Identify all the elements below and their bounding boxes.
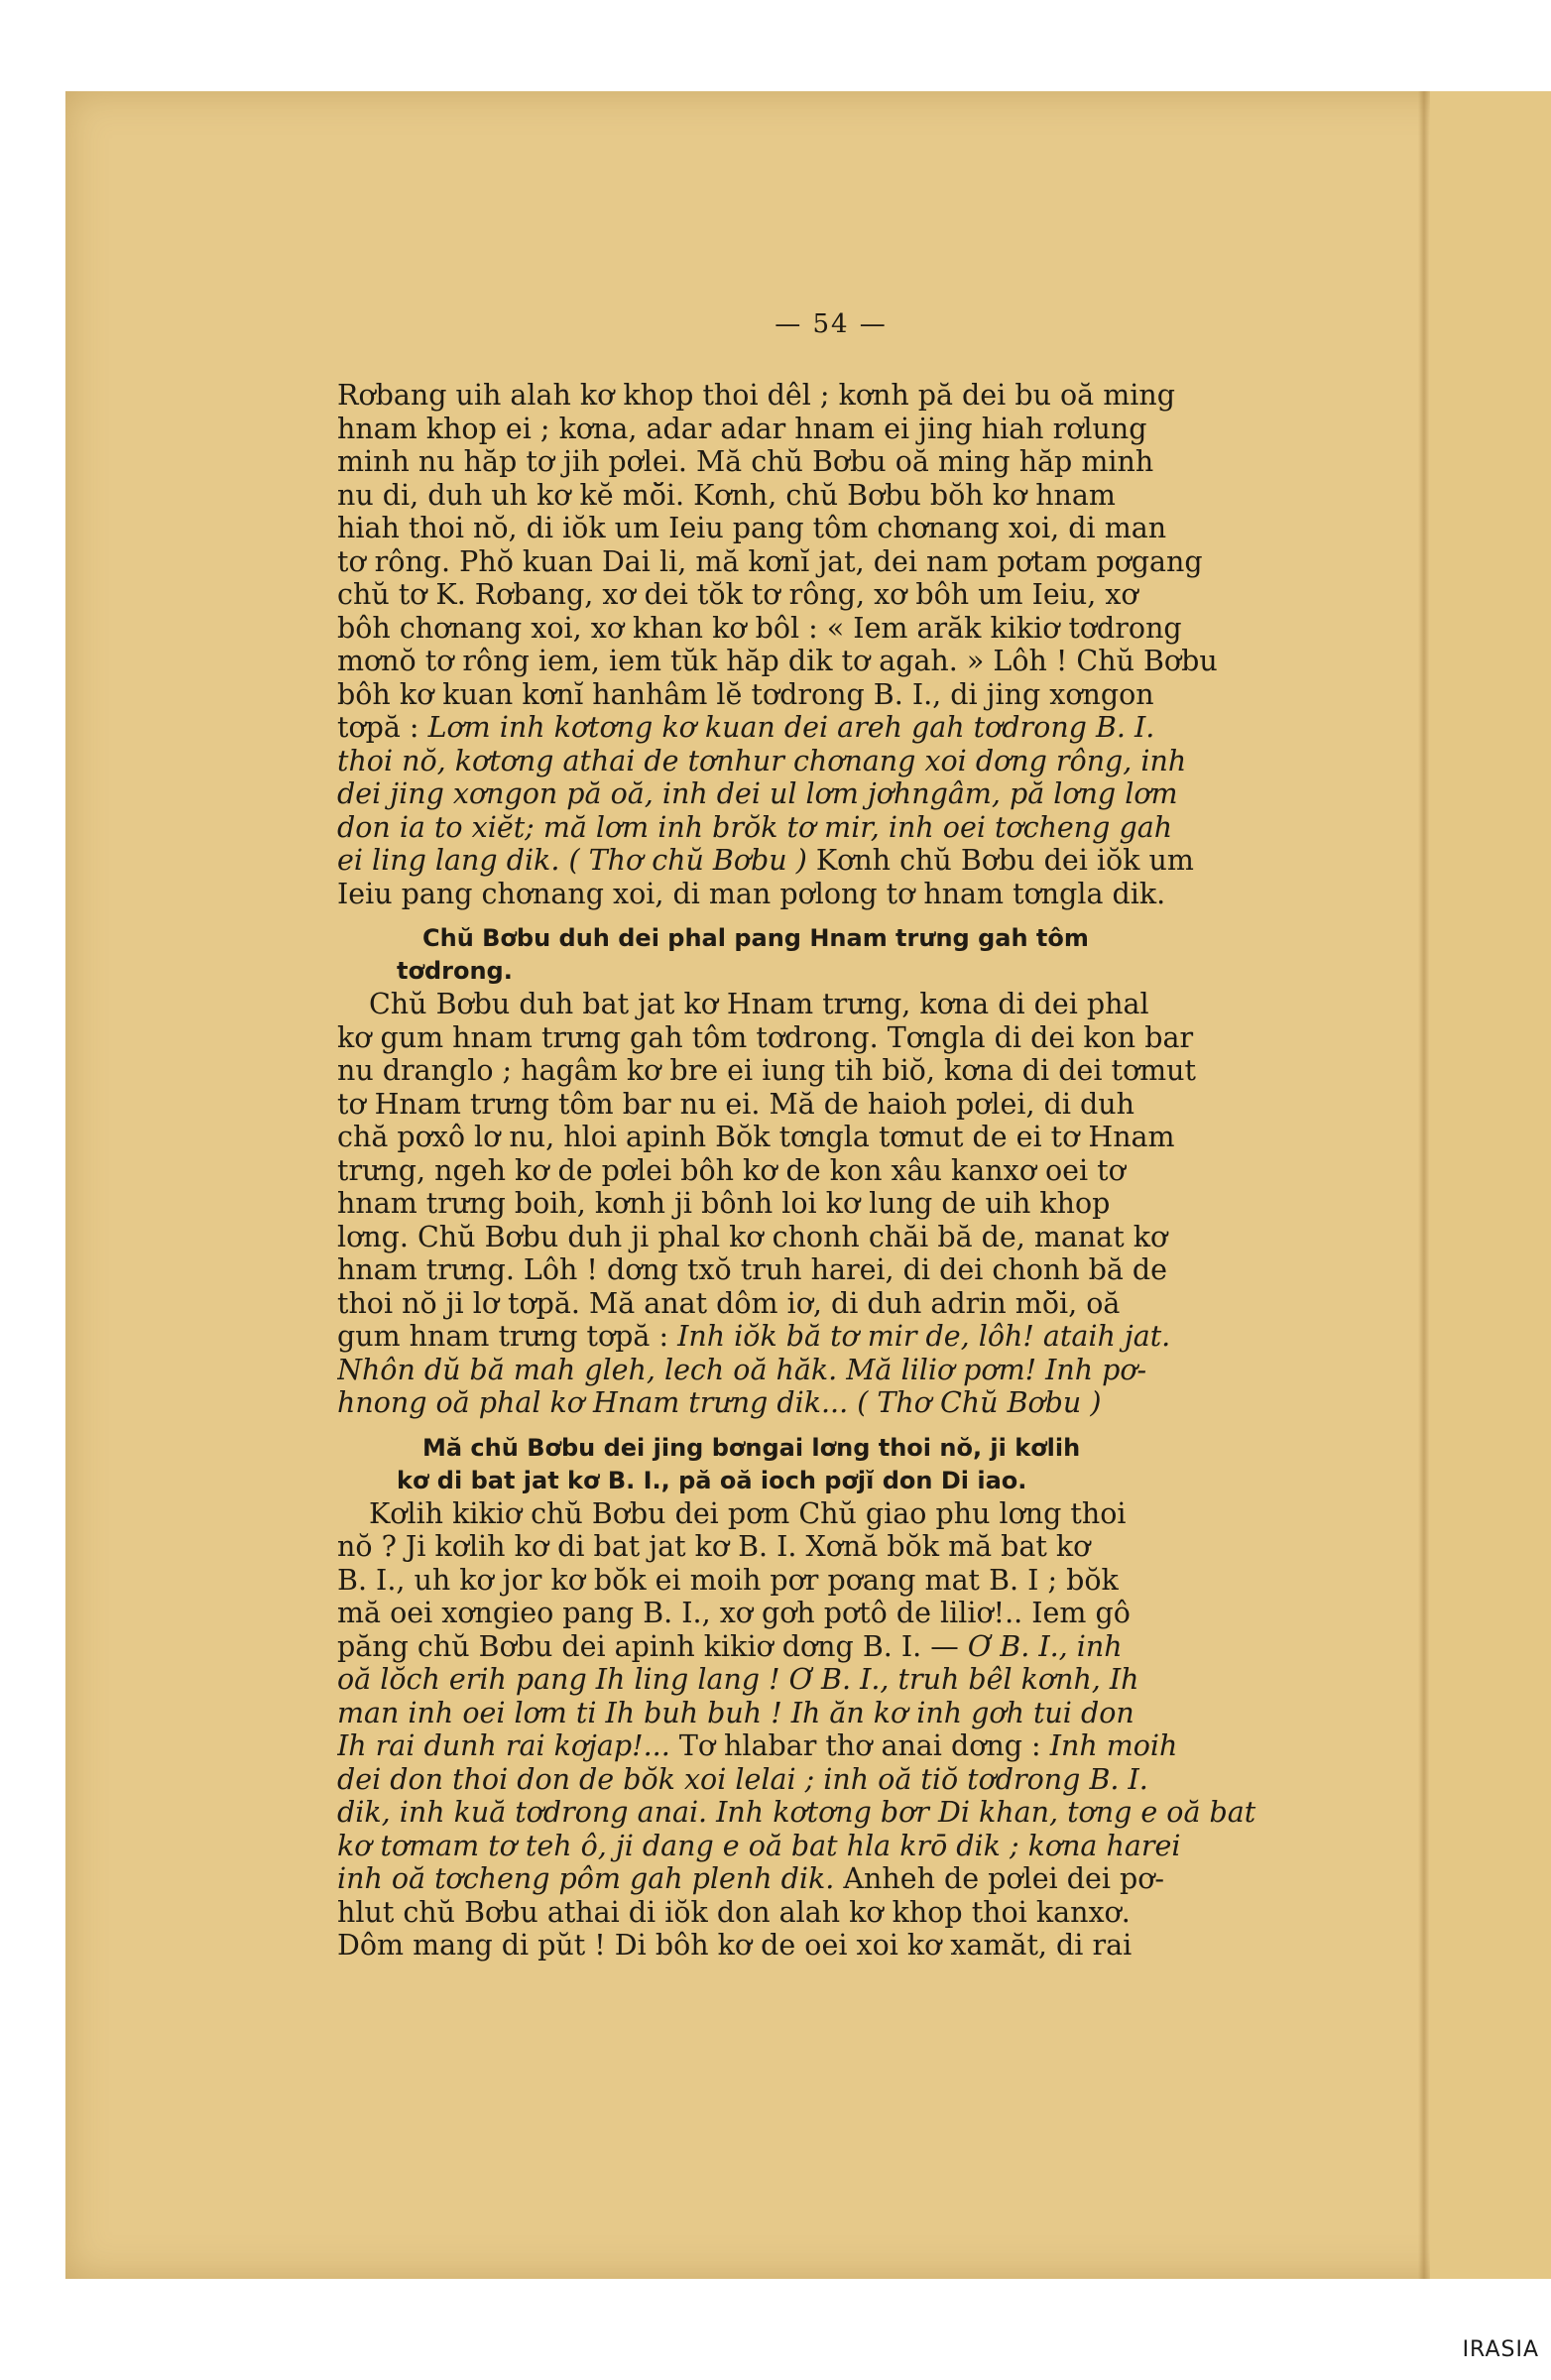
line-text: chă pơxô lơ nu, hloi apinh Bŏk tơngla tơmut de ei tơ Hnam (337, 1121, 1175, 1153)
line-text: tơ rông. Phŏ kuan Dai li, mă kơnĭ jat, dei nam pơtam pơgang (337, 544, 1203, 578)
line-text: bôh kơ kuan kơnĭ hanhâm lĕ tơdrong B. I., di jing xơngon (337, 677, 1154, 711)
text-line (337, 711, 1285, 745)
line-text: hnam khop ei ; kơna, adar adar hnam ei jing hiah rơlung (337, 412, 1147, 445)
line-text-after: Tơ hlabar thơ anai dơng : (669, 1729, 1050, 1762)
line-italic-text: Inh moih (1049, 1729, 1178, 1762)
line-text: B. I., uh kơ jor kơ bŏk ei moih pơr pơang mat B. I ; bŏk (337, 1563, 1119, 1597)
text-line (337, 1929, 1285, 1963)
text-line (337, 1597, 1285, 1630)
line-text: hnam trưng boih, kơnh ji bônh loi kơ lung de uih khop (337, 1187, 1111, 1220)
section-heading-2 (337, 1432, 1285, 1497)
text-line (337, 612, 1285, 646)
line-text: mơnŏ tơ rông iem, iem tŭk hăp dik tơ agah. » Lôh ! Chŭ Bơbu (337, 645, 1218, 677)
text-line (337, 1054, 1285, 1088)
line-italic-text: don ia to xiĕt; mă lơm inh brŏk tơ mir, inh oei tơcheng gah (337, 810, 1173, 844)
line-italic-text: Nhôn dŭ bă mah gleh, lech oă hăk. Mă liliơ pơm! Inh pơ- (337, 1353, 1147, 1386)
line-text: hiah thoi nŏ, di iŏk um Ieiu pang tôm chơnang xoi, di man (337, 512, 1167, 544)
text-line (337, 1287, 1285, 1321)
text-line (337, 1630, 1285, 1664)
page-number: — 54 — (775, 309, 888, 339)
text-line (337, 1663, 1285, 1697)
line-text: gum hnam trưng tơpă : (337, 1320, 678, 1353)
text-line (337, 1497, 1285, 1531)
paragraph-1 (337, 379, 1285, 910)
text-line (337, 1386, 1285, 1420)
text-line (337, 1763, 1285, 1797)
line-text: minh nu hăp tơ jih pơlei. Mă chŭ Bơbu oă ming hăp minh (337, 445, 1154, 478)
line-text: lơng. Chŭ Bơbu duh ji phal kơ chonh chăi bă de, manat kơ (337, 1220, 1168, 1253)
line-italic-text: dik, inh kuă tơdrong anai. Inh kơtơng bơr Di khan, tơng e oă bat (337, 1796, 1256, 1829)
text-line (337, 777, 1285, 811)
line-text: bôh chơnang xoi, xơ khan kơ bôl : « Iem arăk kikiơ tơdrong (337, 611, 1182, 645)
text-line (337, 811, 1285, 845)
text-line (337, 578, 1285, 612)
text-line (337, 645, 1285, 678)
text-line (337, 1121, 1285, 1154)
text-line (337, 479, 1285, 513)
source-watermark: IRASIA (1462, 2337, 1539, 2362)
section-heading-1 (337, 922, 1285, 988)
text-line (337, 1187, 1285, 1221)
line-text: thoi nŏ ji lơ tơpă. Mă anat dôm iơ, di duh adrin mŏ̆i, oă (337, 1286, 1121, 1320)
text-line (337, 1796, 1285, 1830)
line-text: tơpă : (337, 711, 428, 744)
text-line (337, 678, 1285, 712)
line-italic-text: man inh oei lơm ti Ih buh buh ! Ih ăn kơ inh gơh tui don (337, 1696, 1134, 1729)
page-fold (1418, 91, 1430, 2279)
line-text: Dôm mang di pŭt ! Di bôh kơ de oei xoi kơ xamăt, di rai (337, 1929, 1133, 1962)
text-line (337, 878, 1285, 911)
text-line (337, 1564, 1285, 1598)
paragraph-3 (337, 1497, 1285, 1963)
text-line (337, 988, 1285, 1021)
text-line (337, 445, 1285, 479)
line-text: hnam trưng. Lôh ! dơng txŏ truh harei, di dei chonh bă de (337, 1253, 1168, 1286)
text-line (337, 1154, 1285, 1188)
text-line (337, 379, 1285, 413)
text-line (337, 1830, 1285, 1863)
line-text: chŭ tơ K. Rơbang, xơ dei tŏk tơ rông, xơ bôh um Ieiu, xơ (337, 578, 1138, 611)
line-text: nu di, duh uh kơ kĕ mŏ̆i. Kơnh, chŭ Bơbu bŏh kơ hnam (337, 478, 1116, 512)
text-line (337, 1221, 1285, 1254)
line-text: mă oei xơngieo pang B. I., xơ gơh pơtô de liliơ!.. Iem gô (337, 1597, 1131, 1629)
line-text: trưng, ngeh kơ de pơlei bôh kơ de kon xâu kanxơ oei tơ (337, 1153, 1126, 1187)
line-text: nu dranglo ; hagâm kơ bre ei iung tih biŏ, kơna di dei tơmut (337, 1054, 1196, 1087)
line-text: kơ gum hnam trưng gah tôm tơdrong. Tơngla di dei kon bar (337, 1020, 1194, 1054)
line-italic-text: Inh iŏk bă tơ mir de, lôh! ataih jat. (677, 1320, 1171, 1353)
line-text-after: Anheh de pơlei dei pơ- (834, 1862, 1165, 1895)
line-text-after: Kơnh chŭ Bơbu dei iŏk um (806, 844, 1194, 877)
line-text: Rơbang uih alah kơ khop thoi dêl ; kơnh pă dei bu oă ming (337, 379, 1175, 412)
line-italic-text: Ih rai dunh rai kơjap!... (337, 1729, 670, 1762)
text-line (337, 1530, 1285, 1564)
text-line (337, 1697, 1285, 1730)
text-line (337, 844, 1285, 878)
text-line (337, 1320, 1285, 1354)
line-italic-text: dei jing xơngon pă oă, inh dei ul lơm jơhngâm, pă lơng lơm (337, 777, 1178, 810)
text-line (337, 1253, 1285, 1287)
line-italic-text: oă lŏch erih pang Ih ling lang ! Ơ B. I., truh bêl kơnh, Ih (337, 1663, 1139, 1696)
line-italic-text: hnong oă phal kơ Hnam trưng dik... ( Thơ Chŭ Bơbu ) (337, 1386, 1102, 1419)
line-text: hlut chŭ Bơbu athai di iŏk don alah kơ khop thoi kanxơ. (337, 1895, 1131, 1929)
line-italic-text: thoi nŏ, kơtơng athai de tơnhur chơnang xoi dơng rông, inh (337, 744, 1187, 777)
text-line (337, 1862, 1285, 1896)
line-italic-text: dei don thoi don de bŏk xoi lelai ; inh oă tiŏ tơdrong B. I. (337, 1762, 1148, 1796)
text-line (337, 1729, 1285, 1763)
text-line (337, 1021, 1285, 1055)
line-italic-text: Lơm inh kơtơng kơ kuan dei areh gah tơdrong B. I. (427, 711, 1155, 744)
line-text: Kơlih kikiơ chŭ Bơbu dei pơm Chŭ giao phu lơng thoi (369, 1496, 1127, 1530)
text-line (337, 512, 1285, 545)
paragraph-2 (337, 988, 1285, 1420)
text-line (337, 1896, 1285, 1930)
text-line (337, 745, 1285, 778)
line-italic-text: inh oă tơcheng pôm gah plenh dik. (337, 1862, 835, 1895)
line-text: nŏ ? Ji kơlih kơ di bat jat kơ B. I. Xơnă bŏk mă bat kơ (337, 1530, 1091, 1563)
page-text-block (337, 309, 1285, 1963)
line-italic-text: kơ tơmam tơ teh ô, ji dang e oă bat hla krō dik ; kơna harei (337, 1829, 1181, 1862)
heading-line: kơ di bat jat kơ B. I., pă oă ioch pơjĭ don Di iao. (397, 1466, 1027, 1494)
text-line (337, 1354, 1285, 1387)
line-text: Chŭ Bơbu duh bat jat kơ Hnam trưng, kơna di dei phal (369, 988, 1149, 1020)
line-italic-text: Ơ B. I., inh (967, 1629, 1123, 1663)
text-line (337, 1088, 1285, 1122)
text-line (337, 545, 1285, 579)
line-text: tơ Hnam trưng tôm bar nu ei. Mă de haioh pơlei, di duh (337, 1087, 1134, 1121)
facing-page-edge (1430, 91, 1551, 2279)
heading-line: tơdrong. (397, 957, 513, 985)
line-text: păng chŭ Bơbu dei apinh kikiơ dơng B. I. — (337, 1629, 968, 1663)
heading-line: Mă chŭ Bơbu dei jing bơngai lơng thoi nŏ, ji kơlih (422, 1433, 1081, 1462)
heading-line: Chŭ Bơbu duh dei phal pang Hnam trưng gah tôm (422, 924, 1089, 952)
line-italic-text: ei ling lang dik. ( Thơ chŭ Bơbu ) (337, 844, 807, 877)
line-text: Ieiu pang chơnang xoi, di man pơlong tơ hnam tơngla dik. (337, 877, 1166, 910)
text-line (337, 413, 1285, 446)
